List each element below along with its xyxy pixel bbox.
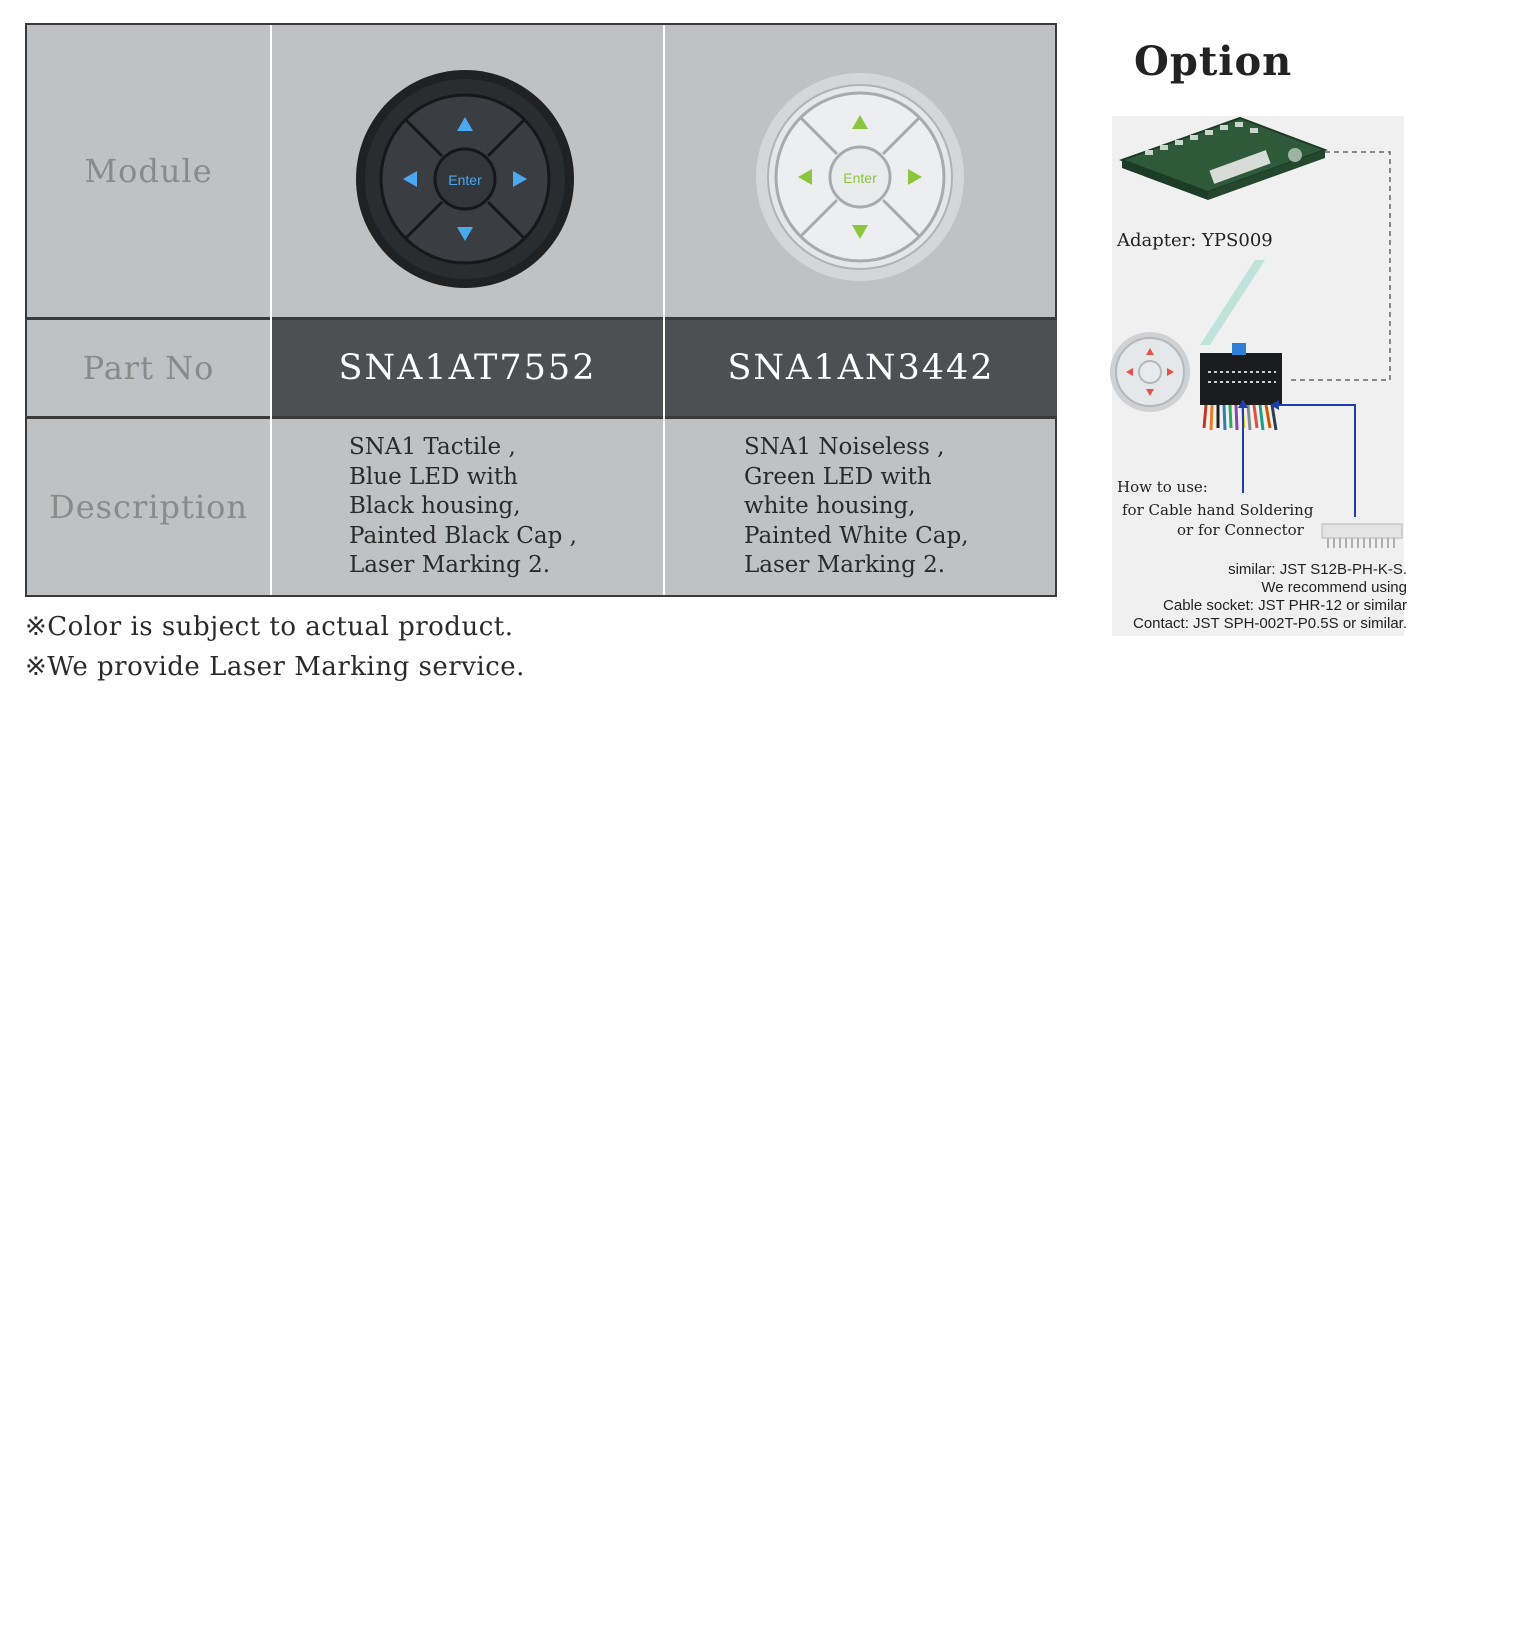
module-row-label: Module (84, 152, 213, 190)
module-cell-black (272, 25, 663, 317)
note-color: ※Color is subject to actual product. (25, 612, 514, 642)
description-line: Painted Black Cap , (349, 522, 577, 549)
connector-info-line: similar: JST S12B-PH-K-S. (1228, 561, 1407, 578)
arrow-up-icon (1238, 399, 1248, 408)
how-to-use-line: for Cable hand Soldering (1122, 501, 1314, 519)
description-text (744, 433, 1044, 581)
spec-table (25, 23, 1057, 597)
description-text (349, 433, 649, 581)
connector-info-line: We recommend using (1261, 579, 1407, 596)
flat-cable (1200, 260, 1265, 345)
description-line: SNA1 Tactile , (349, 434, 516, 460)
white-knob-image (665, 25, 1057, 317)
description-line: Laser Marking 2. (349, 552, 551, 578)
part-no-row-label: Part No (82, 349, 215, 387)
adapter-label: Adapter: YPS009 (1117, 230, 1273, 251)
arrow-left-icon (1270, 400, 1279, 410)
knob-enter-label: Enter (448, 172, 482, 188)
connector-info-line: Contact: JST SPH-002T-P0.5S or similar. (1133, 615, 1407, 632)
description-line: Black housing, (349, 493, 521, 519)
how-to-use-heading: How to use: (1117, 478, 1208, 496)
description-line: white housing, (744, 493, 916, 519)
note-laser-marking: ※We provide Laser Marking service. (25, 652, 525, 682)
module-cell-white (665, 25, 1057, 317)
description-line: Green LED with (744, 463, 932, 490)
black-knob-image (272, 25, 663, 317)
how-to-use-line: or for Connector (1177, 521, 1304, 539)
description-line: Painted White Cap, (744, 522, 969, 549)
description-line: SNA1 Noiseless , (744, 434, 945, 460)
option-title: Option (1134, 38, 1293, 85)
part-no-value: SNA1AN3442 (665, 320, 1057, 416)
description-line: Laser Marking 2. (744, 552, 946, 578)
knob-enter-label: Enter (843, 170, 877, 186)
part-no-value: SNA1AT7552 (272, 320, 663, 416)
connector-info-line: Cable socket: JST PHR-12 or similar (1163, 597, 1407, 614)
connector-plug-image (1320, 522, 1404, 552)
description-row-label: Description (49, 488, 248, 526)
description-line: Blue LED with (349, 463, 518, 490)
